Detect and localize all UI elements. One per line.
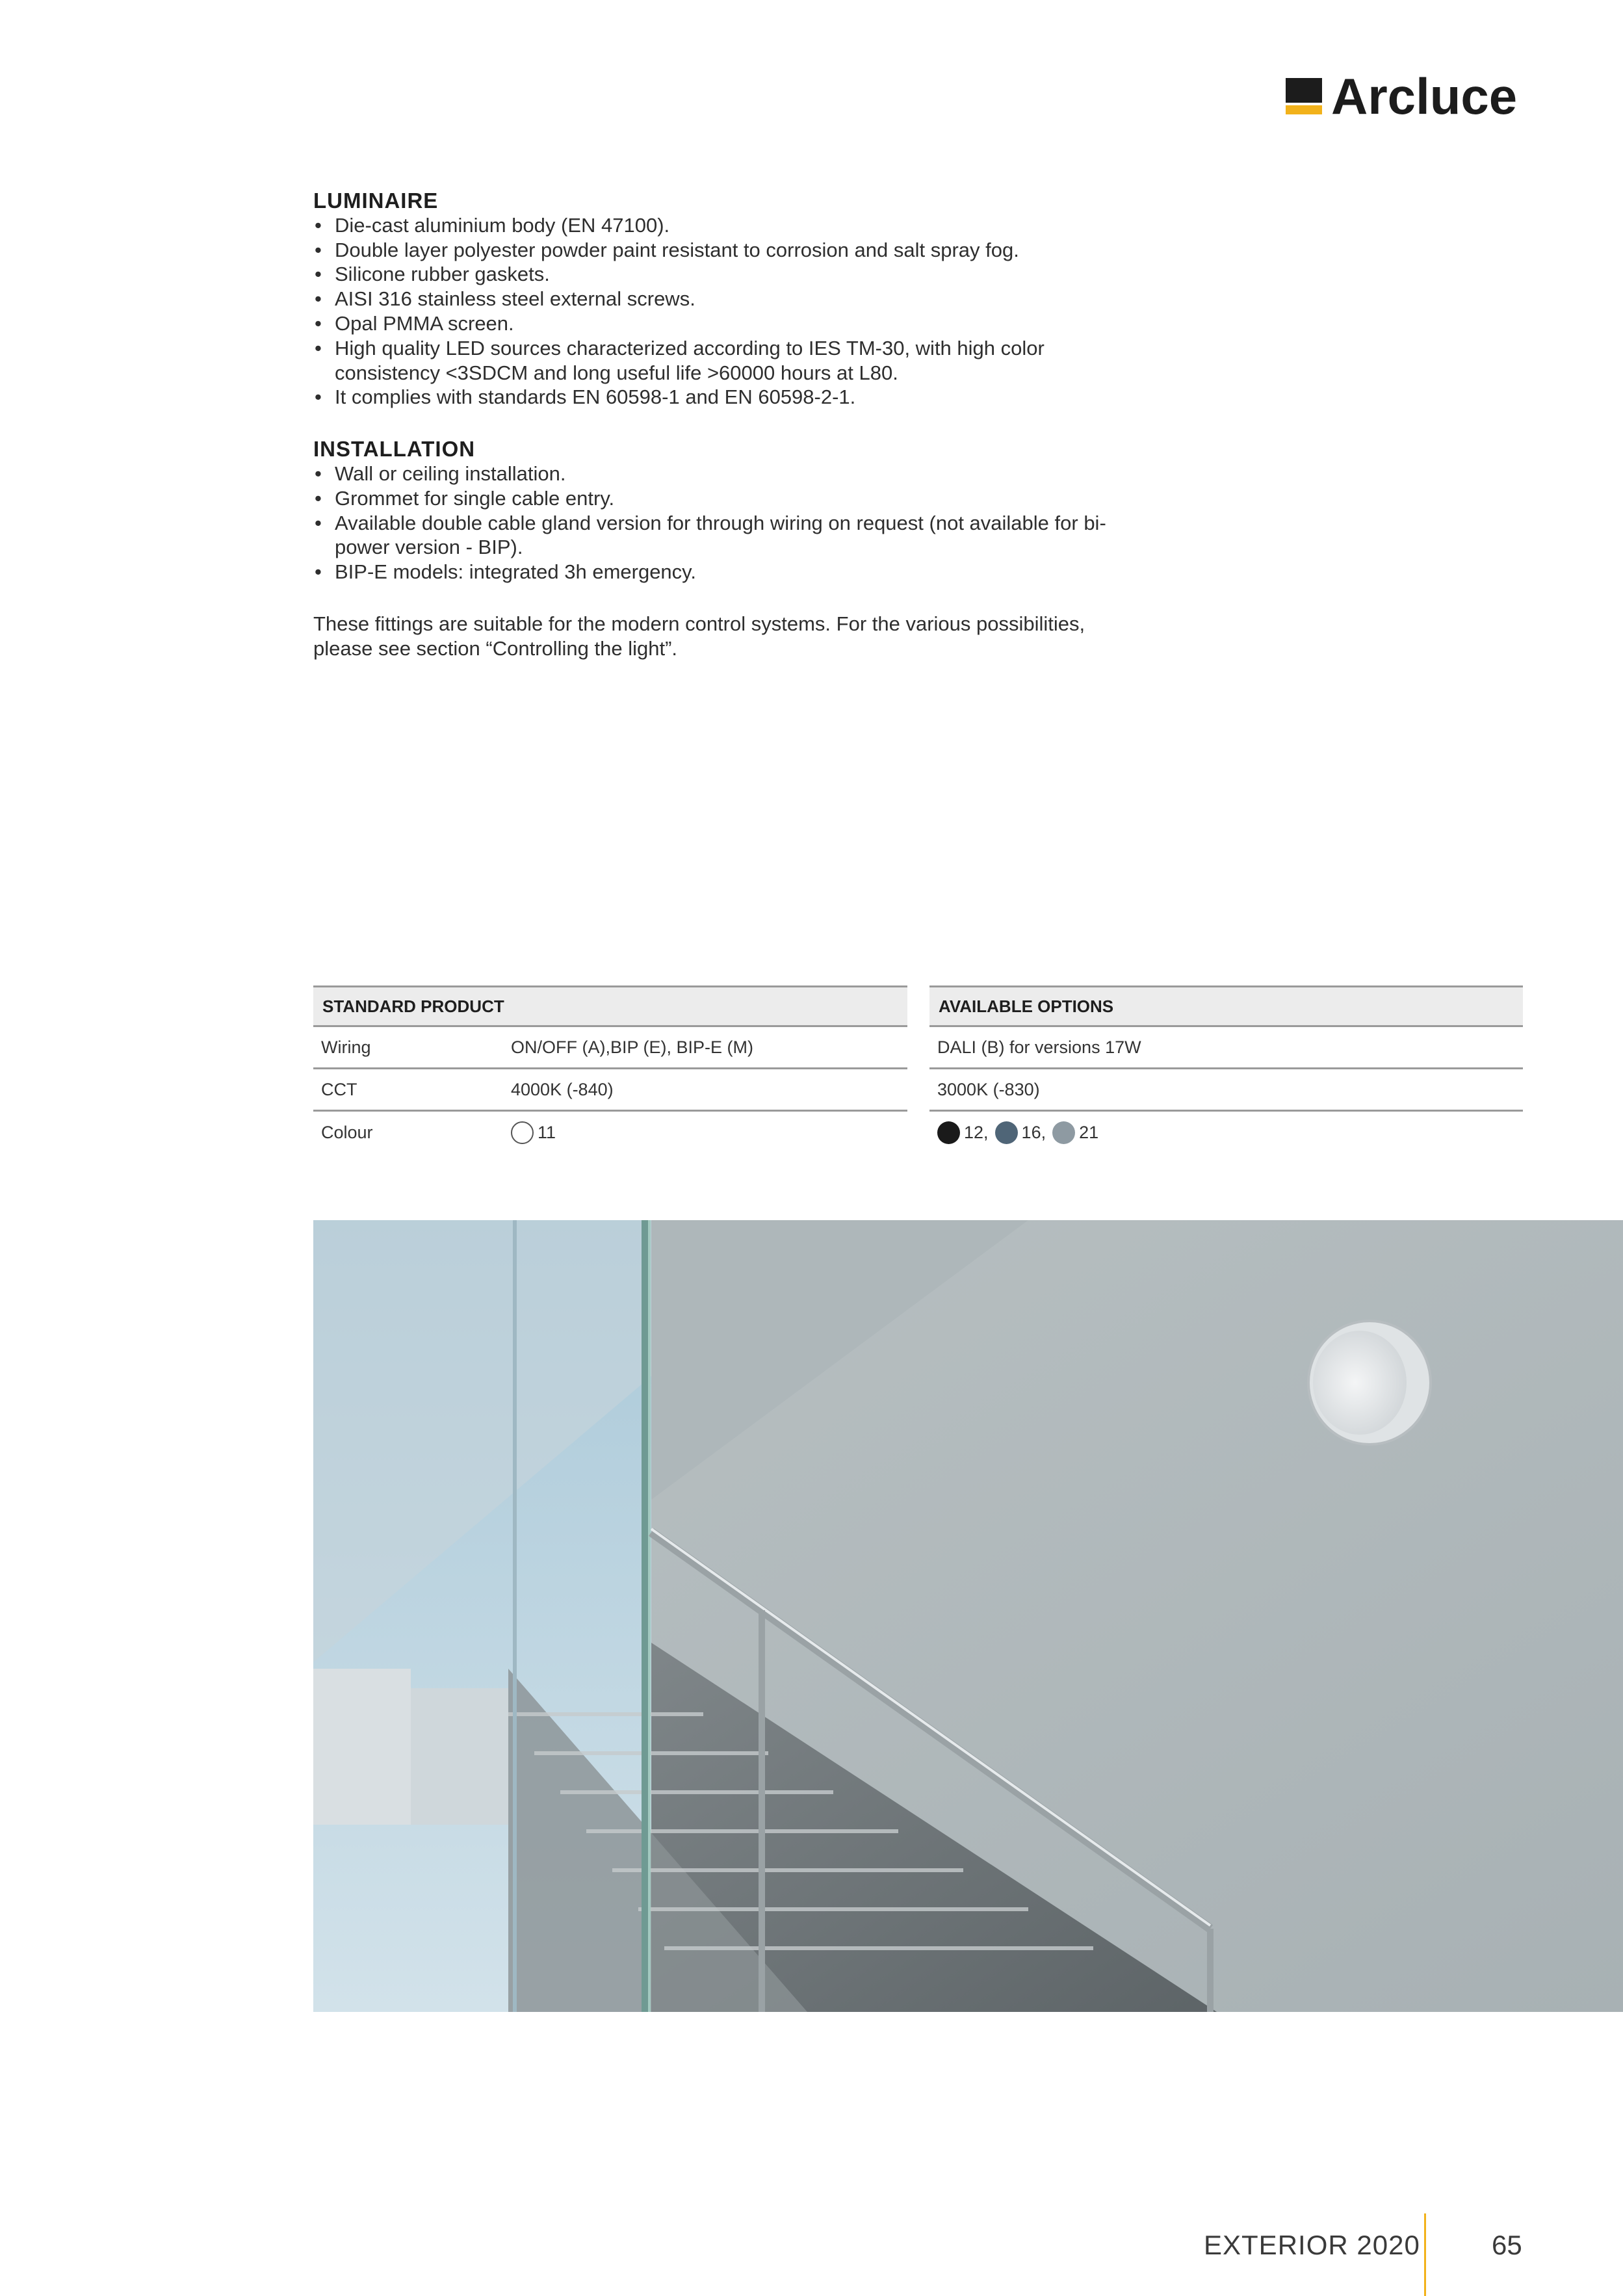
row-value: DALI (B) for versions 17W [937,1037,1141,1057]
table-row [929,1027,1523,1069]
row-label: Colour [321,1123,373,1142]
swatch-label: 11 [538,1123,556,1142]
list-item: • Silicone rubber gaskets. [313,262,1132,287]
product-description [313,189,1132,661]
installation-list [313,462,1132,584]
row-value [929,1121,1523,1144]
control-systems-note: These fittings are suitable for the modern control systems. For the various possibilities, please see section “Controlling the light”. [313,612,1085,660]
row-value: 4000K (-840) [511,1079,614,1099]
logo-text: Arcluce [1331,68,1518,125]
white-colour-swatch-icon [511,1121,534,1144]
grey-colour-swatch-icon [1052,1121,1075,1144]
row-value: ON/OFF (A),BIP (E), BIP-E (M) [511,1037,754,1057]
swatch-label: 12, [964,1123,989,1142]
table-row [313,1027,907,1069]
standard-product-table [313,985,907,1154]
list-item: • BIP-E models: integrated 3h emergency. [313,560,1132,584]
list-item: • Grommet for single cable entry. [313,486,1132,511]
row-value [511,1121,907,1144]
list-item: • Available double cable gland version for through wiring on request (not available for bi-power version - BIP). [313,511,1108,560]
installation-title: INSTALLATION [313,437,476,462]
footer-divider [1424,2213,1426,2296]
list-item: • Wall or ceiling installation. [313,462,1132,486]
row-label: CCT [321,1079,357,1099]
list-item: • It complies with standards EN 60598-1 and EN 60598-2-1. [313,385,1132,410]
list-item: • Die-cast aluminium body (EN 47100). [313,213,1132,238]
luminaire-list [313,213,1132,410]
available-options-table [929,985,1523,1154]
row-label: Wiring [321,1037,371,1057]
brand-logo [1286,68,1518,125]
blue-grey-colour-swatch-icon [995,1121,1018,1144]
list-item: • High quality LED sources characterized according to IES TM-30, with high color consistency <3SDCM and long useful life >60000 hours at L80. [313,336,1082,385]
swatch-label: 16, [1021,1123,1046,1142]
table-row [929,1069,1523,1112]
product-photo [313,1220,1623,2012]
list-item: • Opal PMMA screen. [313,311,1132,336]
standard-product-header: STANDARD PRODUCT [313,985,907,1027]
table-row [929,1112,1523,1154]
row-value: 3000K (-830) [937,1079,1040,1099]
logo-mark-icon [1286,78,1322,114]
luminaire-title: LUMINAIRE [313,189,439,213]
footer-section-title: EXTERIOR 2020 [1204,2230,1420,2260]
available-options-header: AVAILABLE OPTIONS [929,985,1523,1027]
table-row [313,1112,907,1154]
page-number: 65 [1492,2230,1522,2260]
swatch-label: 21 [1079,1123,1099,1142]
black-colour-swatch-icon [937,1121,960,1144]
table-row [313,1069,907,1112]
list-item: • AISI 316 stainless steel external screws. [313,287,1132,311]
list-item: • Double layer polyester powder paint resistant to corrosion and salt spray fog. [313,238,1132,263]
